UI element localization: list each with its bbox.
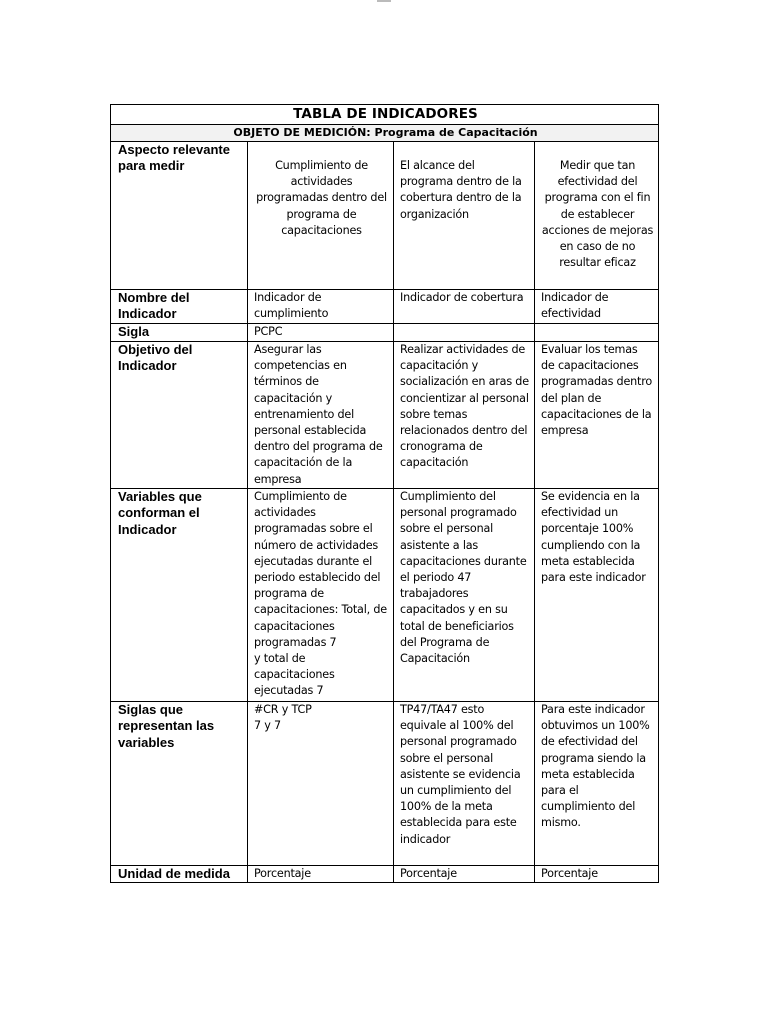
- row-header-aspecto: Aspecto relevante para medir: [111, 142, 248, 290]
- cell-aspecto-cobertura: El alcance del programa dentro de la cobertura dentro de la organización: [394, 142, 535, 290]
- cell-siglas-efectividad: Para este indicador obtuvimos un 100% de efectividad del programa siendo la meta establecida para el cumplimiento del mismo.: [535, 702, 659, 866]
- cell-objetivo-efectividad: Evaluar los temas de capacitaciones programadas dentro del plan de capacitaciones de la empresa: [535, 342, 659, 489]
- table-subtitle: OBJETO DE MEDICIÓN: Programa de Capacitación: [111, 125, 659, 142]
- table-row: [111, 866, 659, 883]
- row-header-siglas: Siglas que representan las variables: [111, 702, 248, 866]
- row-header-objetivo: Objetivo del Indicador: [111, 342, 248, 489]
- cell-unidad-cobertura: Porcentaje: [394, 866, 535, 883]
- table-row: [111, 342, 659, 489]
- cell-variables-cobertura: Cumplimiento del personal programado sobre el personal asistente a las capacitaciones durante el periodo 47 trabajadores capacitados y en su total de beneficiarios del Programa de Capacitación: [394, 489, 535, 702]
- cell-nombre-cobertura: Indicador de cobertura: [394, 290, 535, 324]
- cell-aspecto-efectividad: Medir que tan efectividad del programa con el fin de establecer acciones de mejoras en caso de no resultar eficaz: [535, 142, 659, 290]
- table-row: [111, 290, 659, 324]
- cell-siglas-cumplimiento: #CR y TCP 7 y 7: [248, 702, 394, 866]
- page-top-mark: [377, 0, 391, 2]
- indicators-table: [110, 104, 659, 883]
- table-row: [111, 702, 659, 866]
- cell-sigla-cumplimiento: PCPC: [248, 324, 394, 342]
- table-row: [111, 142, 659, 290]
- row-header-nombre: Nombre del Indicador: [111, 290, 248, 324]
- cell-aspecto-cumplimiento: Cumplimiento de actividades programadas dentro del programa de capacitaciones: [248, 142, 394, 290]
- table-title: TABLA DE INDICADORES: [111, 105, 659, 125]
- cell-nombre-cumplimiento: Indicador de cumplimiento: [248, 290, 394, 324]
- cell-variables-efectividad: Se evidencia en la efectividad un porcentaje 100% cumpliendo con la meta establecida para este indicador: [535, 489, 659, 702]
- title-row: [111, 105, 659, 125]
- table-row: [111, 324, 659, 342]
- row-header-unidad: Unidad de medida: [111, 866, 248, 883]
- cell-unidad-efectividad: Porcentaje: [535, 866, 659, 883]
- cell-sigla-cobertura: [394, 324, 535, 342]
- cell-objetivo-cobertura: Realizar actividades de capacitación y socialización en aras de concientizar al personal sobre temas relacionados dentro del cronograma de capacitación: [394, 342, 535, 489]
- cell-siglas-cobertura: TP47/TA47 esto equivale al 100% del personal programado sobre el personal asistente se evidencia un cumplimiento del 100% de la meta establecida para este indicador: [394, 702, 535, 866]
- cell-unidad-cumplimiento: Porcentaje: [248, 866, 394, 883]
- cell-objetivo-cumplimiento: Asegurar las competencias en términos de capacitación y entrenamiento del personal establecida dentro del programa de capacitación de la empresa: [248, 342, 394, 489]
- row-header-sigla: Sigla: [111, 324, 248, 342]
- cell-sigla-efectividad: [535, 324, 659, 342]
- table-row: [111, 489, 659, 702]
- row-header-variables: Variables que conforman el Indicador: [111, 489, 248, 702]
- cell-variables-cumplimiento: Cumplimiento de actividades programadas sobre el número de actividades ejecutadas durante el periodo establecido del programa de capacitaciones: Total, de capacitaciones programadas 7 y total de capacitaciones ejecutadas 7: [248, 489, 394, 702]
- cell-nombre-efectividad: Indicador de efectividad: [535, 290, 659, 324]
- subtitle-row: [111, 125, 659, 142]
